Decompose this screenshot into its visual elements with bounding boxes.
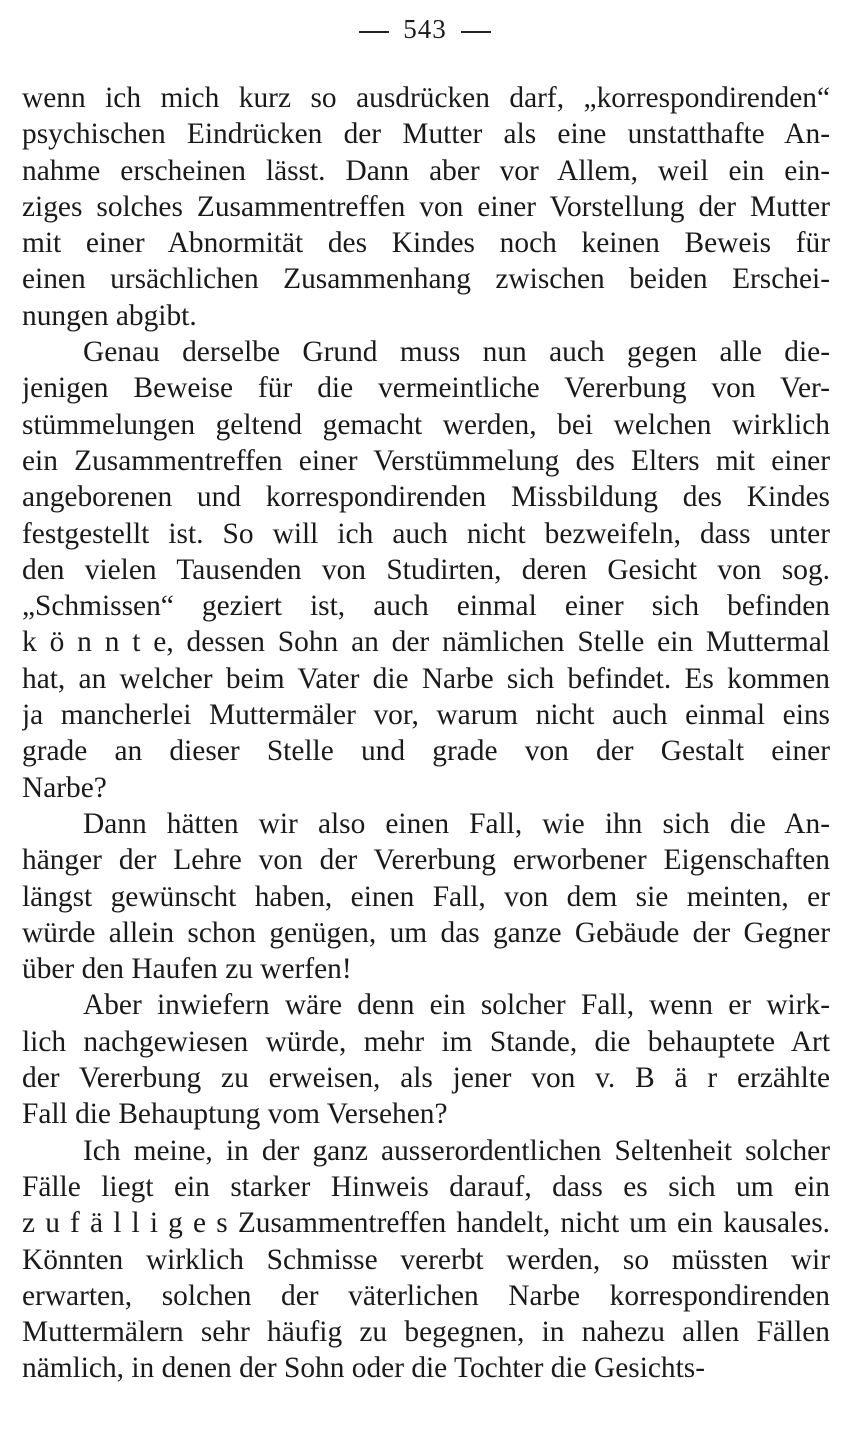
body-text	[22, 80, 830, 1387]
text-line: psychischen Eindrücken der Mutter als eine unstatthafte An-	[22, 118, 830, 151]
text-line: Fälle liegt ein starker Hinweis darauf, dass es sich um ein	[22, 1170, 830, 1203]
text-line: ein Zusammentreffen einer Verstümmelung des Elters mit einer	[22, 444, 830, 477]
text-line: stümmelungen geltend gemacht werden, bei welchen wirklich	[22, 408, 830, 441]
text-line: Könnten wirklich Schmisse vererbt werden, so müssten wir	[22, 1243, 830, 1276]
text-line: angeborenen und korrespondirenden Missbildung des Kindes	[22, 481, 830, 514]
page-header	[0, 14, 850, 45]
text-line: längst gewünscht haben, einen Fall, von dem sie meinten, er	[22, 880, 830, 913]
text-line: Muttermälern sehr häufig zu begegnen, in nahezu allen Fällen	[22, 1316, 830, 1349]
header-dash-left	[359, 31, 389, 33]
text-line: Genau derselbe Grund muss nun auch gegen alle die-	[83, 336, 830, 369]
text-line: lich nachgewiesen würde, mehr im Stande, die behauptete Art	[22, 1025, 830, 1058]
text-line: nungen abgibt.	[22, 299, 197, 332]
text-line: Ich meine, in der ganz ausserordentlichen Seltenheit solcher	[83, 1134, 830, 1167]
text-line: grade an dieser Stelle und grade von der Gestalt einer	[22, 735, 830, 768]
text-line: festgestellt ist. So will ich auch nicht bezweifeln, dass unter	[22, 517, 830, 550]
text-line: der Vererbung zu erweisen, als jener von v. B ä r erzählte	[22, 1062, 830, 1095]
text-line: erwarten, solchen der väterlichen Narbe korrespondirenden	[22, 1279, 830, 1312]
text-line: wenn ich mich kurz so ausdrücken darf, „korrespondirenden“	[22, 82, 830, 114]
text-line: den vielen Tausenden von Studirten, deren Gesicht von sog.	[22, 553, 830, 586]
paragraph	[22, 806, 830, 987]
paragraph	[22, 987, 830, 1132]
page-number: 543	[403, 14, 447, 44]
text-line: z u f ä l l i g e s Zusammentreffen handelt, nicht um ein kausales.	[22, 1207, 830, 1240]
text-line: über den Haufen zu werfen!	[22, 953, 352, 986]
text-line: mit einer Abnormität des Kindes noch keinen Beweis für	[22, 227, 830, 260]
paragraph	[22, 1133, 830, 1387]
text-line: „Schmissen“ geziert ist, auch einmal einer sich befinden	[22, 590, 830, 623]
text-line: Fall die Behauptung vom Versehen?	[22, 1098, 448, 1131]
paragraph	[22, 80, 830, 334]
text-line: hänger der Lehre von der Vererbung erworbener Eigenschaften	[22, 844, 830, 877]
text-line: k ö n n t e, dessen Sohn an der nämlichen Stelle ein Muttermal	[22, 626, 830, 659]
text-line: nämlich, in denen der Sohn oder die Tochter die Gesichts-	[22, 1352, 705, 1385]
paragraph	[22, 334, 830, 806]
text-line: hat, an welcher beim Vater die Narbe sich befindet. Es kommen	[22, 662, 830, 695]
text-line: Narbe?	[22, 771, 107, 804]
text-line: ja mancherlei Muttermäler vor, warum nicht auch einmal eins	[22, 699, 830, 732]
text-line: nahme erscheinen lässt. Dann aber vor Allem, weil ein ein-	[22, 154, 830, 187]
text-line: ziges solches Zusammentreffen von einer Vorstellung der Mutter	[22, 190, 830, 223]
header-dash-right	[461, 31, 491, 33]
text-line: Dann hätten wir also einen Fall, wie ihn sich die An-	[83, 807, 830, 840]
text-line: einen ursächlichen Zusammenhang zwischen beiden Erschei-	[22, 263, 830, 296]
text-line: würde allein schon genügen, um das ganze Gebäude der Gegner	[22, 916, 830, 949]
text-line: jenigen Beweise für die vermeintliche Vererbung von Ver-	[22, 372, 830, 405]
text-line: Aber inwiefern wäre denn ein solcher Fall, wenn er wirk-	[83, 989, 830, 1022]
